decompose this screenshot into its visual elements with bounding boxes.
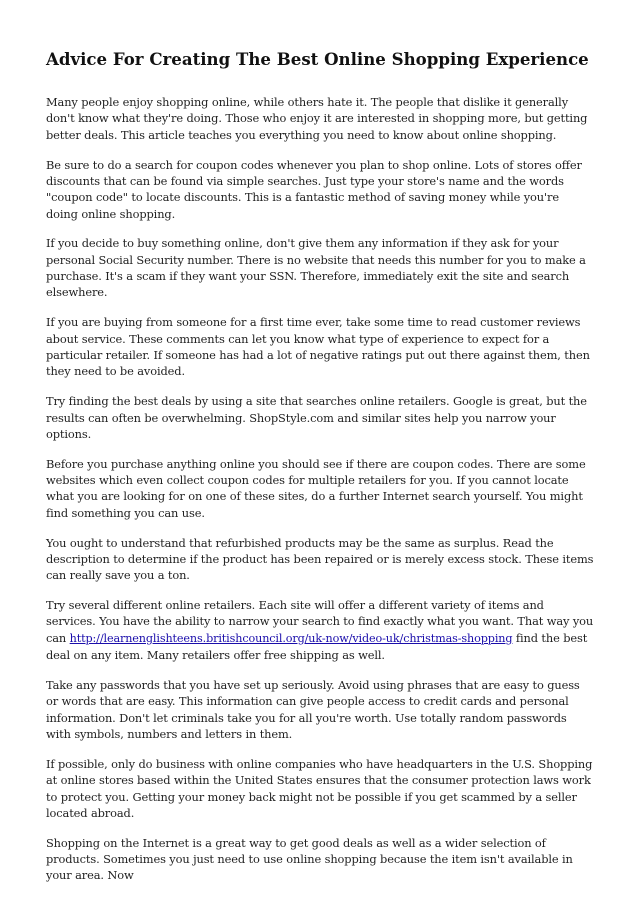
document-title: Advice For Creating The Best Online Shopping Experience: [46, 49, 589, 69]
paragraph: Shopping on the Internet is a great way to get good deals as well as a wider selection of products. Sometimes you just need to use online shopping because the item isn't available in your area. Now: [46, 835, 573, 883]
christmas-shopping-link[interactable]: http://learnenglishteens.britishcouncil.org/uk-now/video-uk/christmas-shopping: [69, 631, 513, 645]
paragraph: Take any passwords that you have set up seriously. Avoid using phrases that are easy to guess or words that are easy. This information can give people access to credit cards and personal information. Don't let criminals take you for all you're worth. Use totally random passwords with symbols, numbers and letters in them.: [46, 677, 580, 741]
paragraph-text-before-link: Try several different online retailers. Each site will offer a different variety of items and services. You have the ability to narrow your search to find exactly what you want. That way you can: [46, 598, 594, 645]
paragraph: Try finding the best deals by using a site that searches online retailers. Google is great, but the results can often be overwhelming. ShopStyle.com and similar sites help you narrow your options.: [46, 394, 587, 441]
paragraph: Many people enjoy shopping online, while others hate it. The people that dislike it generally don't know what they're doing. Those who enjoy it are interested in shopping more, but getting better deals. This article teaches you everything you need to know about online shopping.: [46, 95, 588, 142]
paragraph: You ought to understand that refurbished products may be the same as surplus. Read the description to determine if the product has been repaired or is merely excess stock. These items can really save you a ton.: [46, 535, 594, 583]
paragraph-text-after-link: find the best deal on any item. Many retailers offer free shipping as well.: [46, 630, 588, 663]
paragraph: Before you purchase anything online you should see if there are coupon codes. There are some websites which even collect coupon codes for multiple retailers for you. If you cannot locate what you are looking for on one of these sites, do a further Internet search yourself. You might find something you can use.: [46, 456, 586, 520]
paragraph: If possible, only do business with online companies who have headquarters in the U.S. Shopping at online stores based within the United States ensures that the consumer protection laws work to protect you. Getting your money back might not be possible if you get scammed by a seller located abroad.: [46, 756, 593, 820]
document-page: [46, 48, 594, 897]
paragraph-with-link: [46, 597, 594, 663]
paragraph: If you are buying from someone for a first time ever, take some time to read customer reviews about service. These comments can let you know what type of experience to expect for a particular retailer. If someone has had a lot of negative ratings put out there against them, then they need to be avoided.: [46, 315, 590, 379]
paragraph: If you decide to buy something online, don't give them any information if they ask for your personal Social Security number. There is no website that needs this number for you to make a purchase. It's a scam if they want your SSN. Therefore, immediately exit the site and search elsewhere.: [46, 236, 586, 300]
paragraph: Be sure to do a search for coupon codes whenever you plan to shop online. Lots of stores offer discounts that can be found via simple searches. Just type your store's name and the words "coupon code" to locate discounts. This is a fantastic method of saving money while you're doing online shopping.: [46, 157, 582, 221]
